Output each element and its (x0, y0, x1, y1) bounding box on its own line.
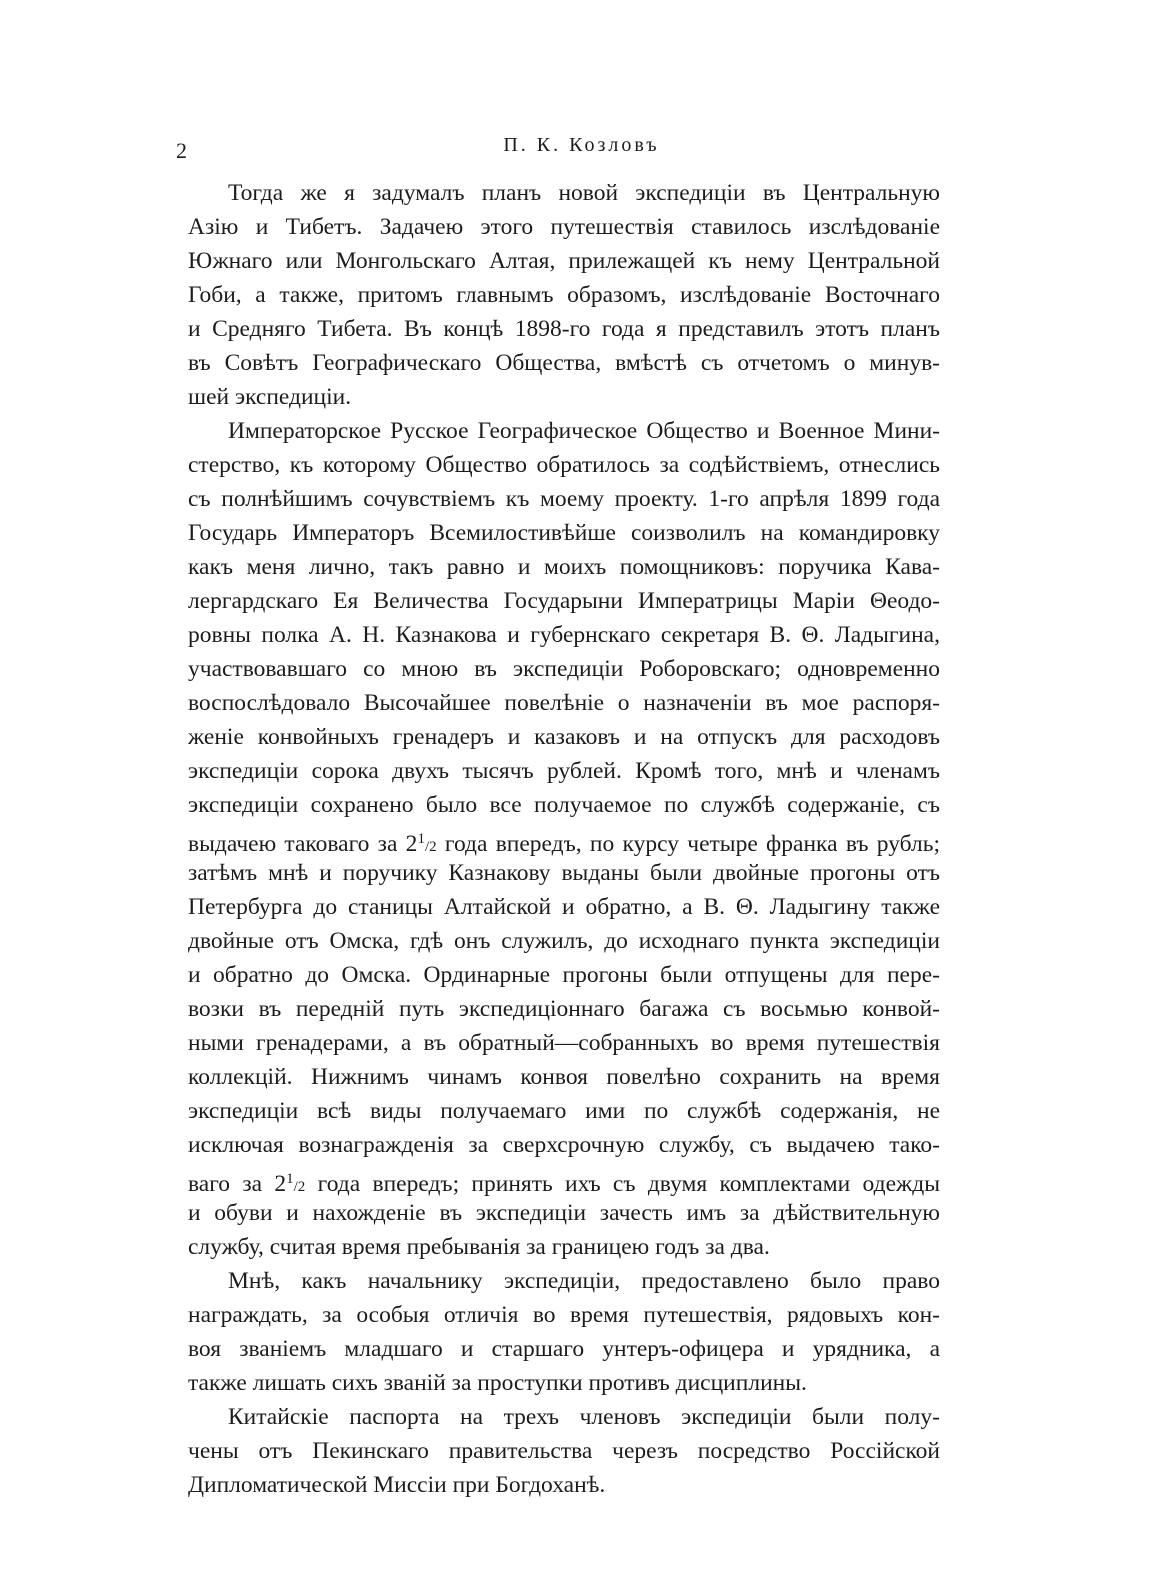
body-text (188, 176, 940, 1502)
text-line: Мнѣ, какъ начальнику экспедиціи, предоставлено было право (228, 1268, 940, 1294)
text-line: ными гренадерами, а въ обратный—собранныхъ во время путешествія (188, 1030, 940, 1056)
fraction-numerator: 1 (286, 1171, 294, 1187)
text-line: Государь Императоръ Всемилостивѣйше соизволилъ на командировку (188, 520, 940, 546)
text-line: воспослѣдовало Высочайшее повелѣніе о назначеніи въ мое распоря- (188, 690, 940, 716)
text-segment: года впередъ; принять ихъ съ двумя комплектами одежды (305, 1171, 940, 1197)
text-line: исключая вознагражденія за сверхсрочную службу, съ выдачею тако- (188, 1132, 940, 1158)
text-line: Гоби, а также, притомъ главнымъ образомъ, изслѣдованіе Восточнаго (188, 282, 940, 308)
text-line: двойные отъ Омска, гдѣ онъ служилъ, до исходнаго пункта экспедиціи (188, 928, 940, 954)
text-line: чены отъ Пекинскаго правительства черезъ посредство Россійской (188, 1438, 940, 1464)
text-line: возки въ передній путь экспедиціоннаго багажа съ восьмью конвой- (188, 996, 940, 1022)
text-segment: ваго за 2 (188, 1171, 287, 1197)
text-line: Императорское Русское Географическое Общество и Военное Мини- (228, 418, 940, 444)
text-line: въ Совѣтъ Географическаго Общества, вмѣстѣ съ отчетомъ о минув- (188, 350, 940, 376)
text-line: ровны полка А. Н. Казнакова и губернскаго секретаря В. Θ. Ладыгина, (188, 622, 940, 648)
text-line: и обуви и нахожденіе въ экспедиціи зачесть имъ за дѣйствительную (188, 1200, 940, 1226)
text-line: также лишать сихъ званій за проступки противъ дисциплины. (188, 1370, 807, 1396)
text-line: награждать, за особыя отличія во время путешествія, рядовыхъ кон- (188, 1302, 940, 1328)
text-segment: года впередъ, по курсу четыре франка въ рубль; (436, 831, 940, 857)
fraction-denominator: /2 (293, 1179, 306, 1195)
text-line: Дипломатической Миссіи при Богдоханѣ. (188, 1472, 606, 1498)
text-line: и обратно до Омска. Ординарные прогоны были отпущены для пере- (188, 962, 940, 988)
text-line: службу, считая время пребыванія за границею годъ за два. (188, 1234, 770, 1260)
text-segment: выдачею таковаго за 2 (188, 831, 418, 857)
text-line: участвовавшаго со мною въ экспедиціи Роборовскаго; одновременно (188, 656, 940, 682)
text-line-fraction (188, 822, 940, 856)
text-line: и Средняго Тибета. Въ концѣ 1898-го года я представилъ этотъ планъ (188, 316, 940, 342)
text-line: женіе конвойныхъ гренадеръ и казаковъ и на отпускъ для расходовъ (188, 724, 940, 750)
text-line: Китайскіе паспорта на трехъ членовъ экспедиціи были полу- (228, 1404, 940, 1430)
text-line: экспедиціи сохранено было все получаемое по службѣ содержаніе, съ (188, 792, 940, 818)
text-line: Южнаго или Монгольскаго Алтая, прилежащей къ нему Центральной (188, 248, 940, 274)
text-line: шей экспедиціи. (188, 384, 352, 410)
text-line: воя званіемъ младшаго и старшаго унтеръ-офицера и урядника, а (188, 1336, 940, 1362)
text-line: затѣмъ мнѣ и поручику Казнакову выданы были двойные прогоны отъ (188, 860, 940, 886)
text-line: Азію и Тибетъ. Задачею этого путешествія ставилось изслѣдованіе (188, 214, 940, 240)
text-line: лергардскаго Ея Величества Государыни Императрицы Маріи Θеодо- (188, 588, 940, 614)
fraction-denominator: /2 (424, 839, 437, 855)
text-line: стерство, къ которому Общество обратилось за содѣйствіемъ, отнеслись (188, 452, 940, 478)
text-line-fraction (188, 1162, 940, 1196)
page-number: 2 (176, 138, 187, 163)
text-line: коллекцій. Нижнимъ чинамъ конвоя повелѣно сохранить на время (188, 1064, 940, 1090)
text-line: экспедиціи сорока двухъ тысячъ рублей. Кромѣ того, мнѣ и членамъ (188, 758, 940, 784)
text-line: Тогда же я задумалъ планъ новой экспедиціи въ Центральную (228, 180, 940, 206)
text-line: какъ меня лично, такъ равно и моихъ помощниковъ: поручика Кава- (188, 554, 940, 580)
text-line: экспедиціи всѣ виды получаемаго ими по службѣ содержанія, не (188, 1098, 940, 1124)
text-line: съ полнѣйшимъ сочувствіемъ къ моему проекту. 1-го апрѣля 1899 года (188, 486, 940, 512)
running-head: П. К. Козловъ (503, 134, 660, 156)
fraction-numerator: 1 (417, 831, 425, 847)
text-line: Петербурга до станицы Алтайской и обратно, а В. Θ. Ладыгину также (188, 894, 940, 920)
